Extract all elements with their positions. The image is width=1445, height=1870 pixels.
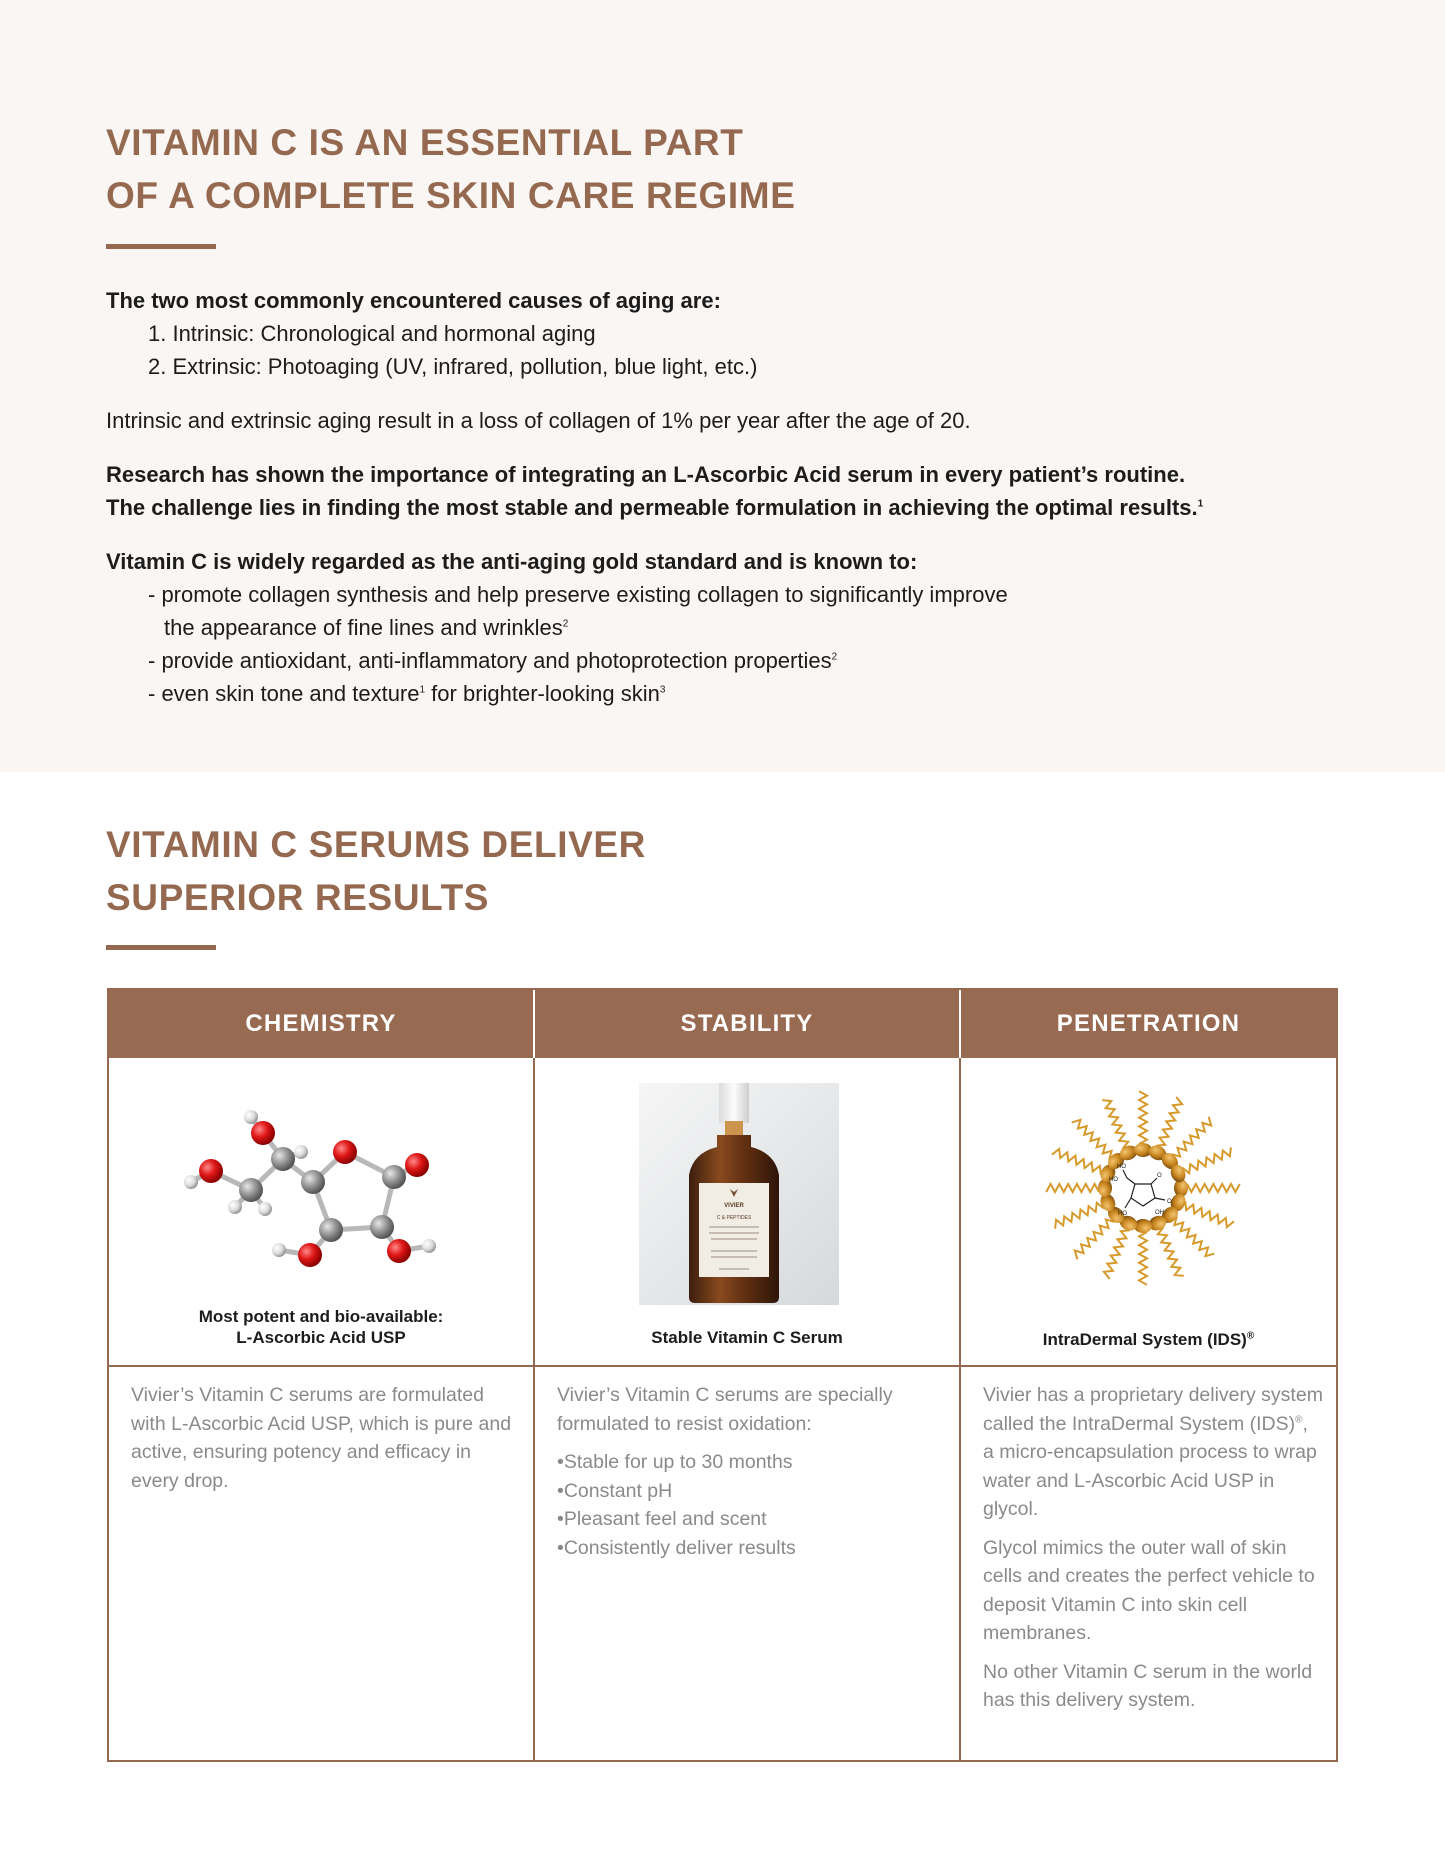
molecule-label: HO	[1117, 1164, 1126, 1170]
heading-line: VITAMIN C IS AN ESSENTIAL PART	[106, 122, 744, 163]
reference-mark: 2	[562, 618, 569, 630]
caption-line: Most potent and bio-available:	[198, 1307, 444, 1326]
molecule-label: OH	[1155, 1210, 1164, 1216]
header-chemistry: CHEMISTRY	[109, 990, 533, 1058]
penetration-text: Vivier has a proprietary delivery system called the IntraDermal System (IDS)	[983, 1384, 1323, 1435]
lipid-tail	[1075, 1219, 1115, 1259]
heading-underline	[106, 945, 216, 950]
lipid-tail	[1139, 1091, 1147, 1144]
heading-line: SUPERIOR RESULTS	[106, 877, 490, 918]
lipid-tail	[1072, 1120, 1112, 1160]
molecule-label: HO	[1109, 1177, 1118, 1183]
heading-line: VITAMIN C SERUMS DELIVER	[106, 824, 646, 865]
column-divider	[533, 990, 535, 1760]
molecule-label: O	[1157, 1173, 1162, 1179]
stability-bullet: • Constant pH	[557, 1477, 939, 1506]
lipid-tail	[1046, 1184, 1099, 1192]
bottle-brand-text: VIVIER	[724, 1203, 744, 1209]
caption-line: L-Ascorbic Acid USP	[236, 1328, 406, 1347]
penetration-para: No other Vitamin C serum in the world has this delivery system.	[983, 1660, 1313, 1711]
ascorbic-acid-molecule-image	[167, 1090, 467, 1280]
heading-underline	[106, 244, 216, 249]
chemistry-caption	[109, 1306, 533, 1348]
header-stability: STABILITY	[535, 990, 959, 1058]
lipid-tail	[1187, 1184, 1240, 1192]
header-penetration: PENETRATION	[961, 990, 1336, 1058]
stability-description	[557, 1381, 939, 1562]
benefit-text: - even skin tone and texture	[148, 681, 420, 706]
lipid-tail	[1185, 1201, 1234, 1227]
registered-mark: ®	[1295, 1414, 1303, 1425]
header-divider	[959, 990, 961, 1058]
lipid-tail	[1171, 1117, 1211, 1157]
section1-heading	[106, 116, 796, 222]
molecule-label: O	[1167, 1199, 1172, 1205]
lipid-tail	[1182, 1147, 1231, 1173]
research-text	[106, 491, 1346, 524]
section2-heading	[106, 818, 646, 924]
benefit-item	[106, 677, 1346, 710]
intro-body	[106, 284, 1346, 710]
stability-bullet: • Stable for up to 30 months	[557, 1448, 939, 1477]
reference-mark: 2	[831, 651, 838, 663]
cause-item: 1. Intrinsic: Chronological and hormonal aging	[148, 321, 596, 346]
benefit-item-continued	[106, 611, 1346, 644]
reference-mark: 1	[419, 684, 426, 696]
chemistry-description	[131, 1381, 513, 1505]
research-text-line: The challenge lies in finding the most stable and permeable formulation in achieving the optimal results.	[106, 495, 1198, 520]
benefit-text: for brighter-looking skin	[425, 681, 660, 706]
penetration-description	[983, 1381, 1323, 1725]
stability-caption: Stable Vitamin C Serum	[651, 1328, 843, 1347]
reference-mark: 3	[659, 684, 666, 696]
lipid-tail	[1102, 1100, 1128, 1149]
stability-intro: Vivier’s Vitamin C serums are specially formulated to resist oxidation:	[557, 1384, 893, 1435]
benefits-intro: Vitamin C is widely regarded as the anti-aging gold standard and is known to:	[106, 549, 918, 574]
stability-bullet: • Pleasant feel and scent	[557, 1505, 939, 1534]
serum-bottle-image	[639, 1083, 839, 1305]
chemistry-text: Vivier’s Vitamin C serums are formulated with L-Ascorbic Acid USP, which is pure and active, ensuring potency and efficacy in every drop.	[131, 1384, 512, 1492]
registered-mark: ®	[1246, 1330, 1255, 1342]
lipid-tail	[1174, 1216, 1214, 1256]
collagen-loss-text: Intrinsic and extrinsic aging result in a loss of collagen of 1% per year after the age of 20.	[106, 408, 971, 433]
stability-bullet: • Consistently deliver results	[557, 1534, 939, 1563]
penetration-para	[983, 1381, 1323, 1524]
research-text: Research has shown the importance of integrating an L-Ascorbic Acid serum in every patient’s routine.	[106, 462, 1186, 487]
stability-list	[557, 1448, 939, 1562]
penetration-para: Glycol mimics the outer wall of skin cells and creates the perfect vehicle to deposit Vitamin C into skin cell membranes.	[983, 1536, 1315, 1644]
lipid-tail	[1139, 1232, 1147, 1285]
lipid-tail	[1156, 1097, 1182, 1146]
molecule-label: HO	[1118, 1211, 1127, 1217]
comparison-table	[107, 988, 1338, 1762]
row-divider	[109, 1365, 1336, 1367]
bottle-label-text: C & PEPTIDES	[716, 1215, 752, 1221]
benefit-item	[106, 644, 1346, 677]
penetration-caption	[961, 1329, 1336, 1350]
lipid-tail	[1052, 1149, 1101, 1175]
cause-item: 2. Extrinsic: Photoaging (UV, infrared, pollution, blue light, etc.)	[148, 354, 758, 379]
penetration-text: , a micro-encapsulation process to wrap water and L-Ascorbic Acid USP in glycol.	[983, 1412, 1317, 1520]
benefit-text: - provide antioxidant, anti-inflammatory and photoprotection properties	[148, 648, 832, 673]
intradermal-system-diagram	[1043, 1088, 1243, 1288]
lipid-tail	[1158, 1227, 1184, 1276]
header-divider	[533, 990, 535, 1058]
caption-text: IntraDermal System (IDS)	[1042, 1330, 1247, 1349]
reference-mark: 1	[1197, 498, 1204, 510]
lipid-tail	[1055, 1203, 1104, 1229]
benefit-text: the appearance of fine lines and wrinkles	[164, 615, 563, 640]
lipid-tail	[1104, 1230, 1130, 1279]
benefit-item: - promote collagen synthesis and help preserve existing collagen to significantly improve	[148, 582, 1008, 607]
column-divider	[959, 990, 961, 1760]
heading-line: OF A COMPLETE SKIN CARE REGIME	[106, 175, 796, 216]
causes-intro: The two most commonly encountered causes of aging are:	[106, 288, 721, 313]
